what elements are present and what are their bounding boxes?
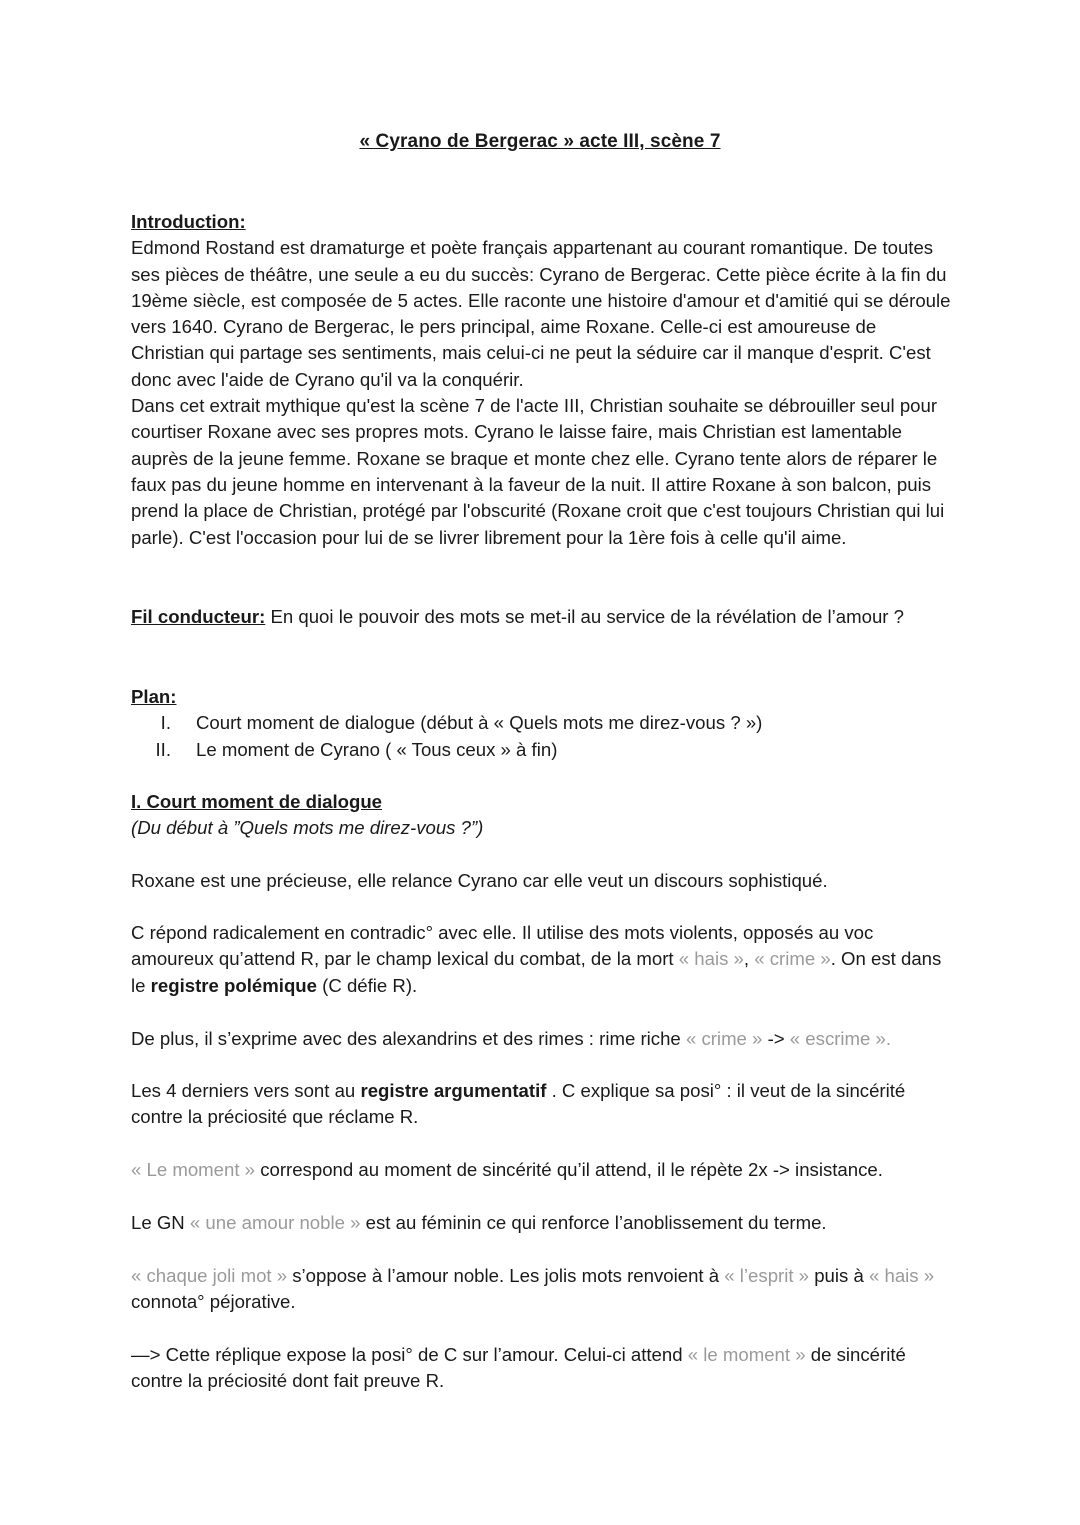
quotation: « le moment » [687,1344,806,1365]
document-title: « Cyrano de Bergerac » acte III, scène 7 [359,131,721,152]
plan-item [131,710,951,736]
plan-item-number: I. [160,712,171,734]
fil-conducteur-label: Fil conducteur: [131,606,266,627]
quotation: « une amour noble » [189,1212,361,1233]
analysis-conclusion: —> Cette réplique expose la posi° de C sur l’amour. Celui-ci attend « le moment » de sincérité contre la préciosité dont fait preuve R. [131,1344,906,1392]
plan-item-text: Court moment de dialogue (début à « Quels mots me direz-vous ? ») [196,712,763,734]
analysis-paragraph-7: « chaque joli mot » s’oppose à l’amour noble. Les jolis mots renvoient à « l’esprit » puis à « hais » connota° péjorative. [131,1265,935,1313]
analysis-paragraph-4: Les 4 derniers vers sont au registre argumentatif . C explique sa posi° : il veut de la sincérité contre la préciosité que réclame R. [131,1080,906,1128]
quotation: « escrime ». [789,1028,892,1049]
analysis-paragraph-2: C répond radicalement en contradic° avec elle. Il utilise des mots violents, opposés au voc amoureux qu’attend R, par le champ lexical du combat, de la mort « hais », « crime ». On est dans le registre polémique (C défie R). [131,922,942,996]
introduction-paragraph-2: Dans cet extrait mythique qu'est la scène 7 de l'acte III, Christian souhaite se débrouiller seul pour courtiser Roxane avec ses propres mots. Cyrano le laisse faire, mais Christian est lamentable auprès de la jeune femme. Roxane se braque et monte chez elle. Cyrano tente alors de réparer le faux pas du jeune homme en intervenant à la faveur de la nuit. Il attire Roxane à son balcon, puis prend la place de Christian, protégé par l'obscurité (Roxane croit que c'est toujours Christian qui lui parle). C'est l'occasion pour lui de se livrer librement pour la 1ère fois à celle qu'il aime. [131,395,945,548]
plan-section [131,684,951,763]
quotation: « l’esprit » [724,1265,810,1286]
plan-item-number: II. [155,738,171,760]
plan-item-text: Le moment de Cyrano ( « Tous ceux » à fin) [196,738,558,760]
quotation: « Le moment » [131,1159,256,1180]
analysis-paragraph-6: Le GN « une amour noble » est au féminin ce qui renforce l’anoblissement du terme. [131,1212,827,1233]
quotation: « hais » [868,1265,935,1286]
emphasis: registre polémique [150,974,317,996]
plan-heading: Plan: [131,686,177,707]
quotation: « crime » [754,948,831,970]
emphasis: registre argumentatif [360,1080,547,1101]
introduction-section [131,209,951,551]
quotation: « chaque joli mot » [131,1265,288,1286]
introduction-paragraph-1: Edmond Rostand est dramaturge et poète français appartenant au courant romantique. De toutes ses pièces de théâtre, une seule a eu du succès: Cyrano de Bergerac. Cette pièce écrite à la fin du 19ème siècle, est composée de 5 actes. Elle raconte une histoire d'amour et d'amitié qui se déroule vers 1640. Cyrano de Bergerac, le pers principal, aime Roxane. Celle-ci est amoureuse de Christian qui partage ses sentiments, mais celui-ci ne peut la séduire car il manque d'esprit. C'est donc avec l'aide de Cyrano qu'il va la conquérir. [131,237,951,390]
part-one-subtitle: (Du début à ”Quels mots me direz-vous ?”) [131,817,484,839]
quotation: « hais » [678,948,744,970]
plan-item [131,737,951,763]
introduction-heading: Introduction: [131,211,246,232]
fil-conducteur-section [131,604,951,630]
quotation: « crime » [685,1028,763,1049]
analysis-paragraph-5: « Le moment » correspond au moment de sincérité qu’il attend, il le répète 2x -> insistance. [131,1159,883,1180]
part-one-section [131,789,951,842]
analysis-paragraph-3: De plus, il s’exprime avec des alexandrins et des rimes : rime riche « crime » -> « escrime ». [131,1028,892,1049]
analysis-paragraph-1: Roxane est une précieuse, elle relance Cyrano car elle veut un discours sophistiqué. [131,870,828,891]
fil-conducteur-text: En quoi le pouvoir des mots se met-il au service de la révélation de l’amour ? [270,606,905,627]
part-one-heading: I. Court moment de dialogue [131,791,383,812]
